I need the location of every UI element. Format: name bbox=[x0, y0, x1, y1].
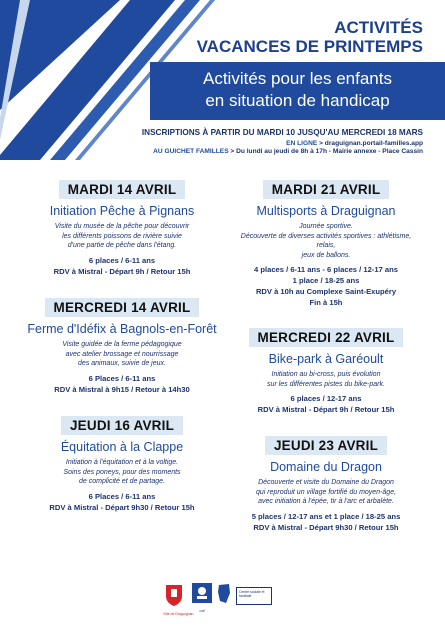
desc-line: sur les différentes pistes du bike-park. bbox=[267, 380, 385, 388]
activity-date: MERCREDI 14 AVRIL bbox=[45, 298, 200, 317]
desc-line: avec initiation à l'épée, tir à l'arc et arbalète. bbox=[258, 498, 394, 505]
info-line: RDV à 10h au Complexe Saint-Exupéry bbox=[255, 287, 397, 296]
partner-logos bbox=[0, 583, 445, 616]
online-label: EN LIGNE bbox=[286, 140, 318, 147]
activity-date: JEUDI 23 AVRIL bbox=[265, 436, 387, 455]
desc-line: Découverte et visite du Domaine du Dragon bbox=[258, 479, 394, 486]
desc-line: Visite guidée de la ferme pédagogique bbox=[62, 341, 182, 348]
activity-info bbox=[22, 373, 222, 395]
caf-caption: caf bbox=[199, 608, 205, 613]
banner bbox=[150, 62, 445, 120]
info-line: RDV à Mistral - Départ 9h30 / Retour 15h bbox=[253, 522, 399, 532]
desc-line: les différents poissons de rivière suivie bbox=[62, 232, 182, 240]
desc-line: Découverte de diverses activités sportives : athlétisme, relais, bbox=[240, 232, 412, 249]
banner-line1: Activités pour les enfants bbox=[203, 69, 392, 88]
activity-description bbox=[22, 340, 222, 369]
info-line: 6 places / 6-11 ans bbox=[88, 255, 156, 265]
activity-title: Domaine du Dragon bbox=[270, 460, 382, 474]
registration-info bbox=[142, 128, 423, 155]
activity-info bbox=[228, 511, 424, 533]
desc-line: Initiation à l'équitation et à la voltige. bbox=[65, 459, 179, 466]
activity-description bbox=[228, 478, 424, 507]
activity-description bbox=[22, 458, 222, 487]
activity-card bbox=[22, 416, 222, 513]
activity-card bbox=[228, 328, 424, 436]
city-caption: Ville de Draguignan bbox=[163, 612, 194, 616]
info-line: 6 Places / 6-11 ans bbox=[88, 373, 156, 383]
desc-line: Visite du musée de la pêche pour découvrir bbox=[54, 223, 190, 230]
activity-info bbox=[22, 491, 222, 513]
desk-line bbox=[142, 148, 423, 155]
partner-logo bbox=[236, 587, 272, 605]
info-line: 6 places / 12-17 ans bbox=[290, 394, 362, 403]
registration-period: INSCRIPTIONS À PARTIR DU MARDI 10 JUSQU'AU MERCREDI 18 MARS bbox=[141, 128, 423, 137]
activity-description bbox=[228, 222, 424, 260]
activity-date: MERCREDI 22 AVRIL bbox=[249, 328, 404, 347]
info-line: Fin à 15h bbox=[309, 298, 343, 307]
activity-card bbox=[228, 180, 424, 328]
info-line: RDV à Mistral à 9h15 / Retour à 14h30 bbox=[54, 384, 190, 394]
info-line: 6 Places / 6-11 ans bbox=[88, 491, 156, 501]
banner-line2: en situation de handicap bbox=[205, 91, 390, 110]
desc-line: Initiation au bi-cross, puis évolution bbox=[271, 371, 381, 378]
desc-line: de complicité et de partage. bbox=[79, 478, 165, 485]
map-logo bbox=[217, 583, 231, 607]
activity-card bbox=[228, 436, 424, 533]
online-line bbox=[142, 140, 423, 147]
header-title bbox=[197, 18, 423, 56]
header-line1: ACTIVITÉS bbox=[334, 18, 423, 37]
caf-logo bbox=[192, 583, 212, 613]
desc-line: d'une partie de pêche dans l'étang. bbox=[67, 242, 177, 249]
activity-date: MARDI 21 AVRIL bbox=[263, 180, 390, 199]
info-line: RDV à Mistral - Départ 9h / Retour 15h bbox=[53, 266, 191, 276]
desc-line: qui reproduit un village fortifié du moyen-âge, bbox=[255, 488, 397, 496]
desk-detail: > Du lundi au jeudi de 8h à 17h - Mairie annexe - Place Cassin bbox=[228, 148, 423, 155]
info-line: RDV à Mistral - Départ 9h / Retour 15h bbox=[257, 405, 395, 414]
activity-title: Ferme d'Idéfix à Bagnols-en-Forêt bbox=[27, 322, 217, 336]
activity-description bbox=[228, 370, 424, 389]
activity-info bbox=[22, 255, 222, 277]
partner-caption: Centre sociale et familiale bbox=[239, 590, 265, 598]
desc-line: jeux de ballons. bbox=[301, 251, 351, 259]
city-crest-icon bbox=[163, 583, 185, 607]
activity-title: Initiation Pêche à Pignans bbox=[49, 204, 195, 218]
online-detail: > draguignan.portail-familles.app bbox=[317, 140, 423, 147]
desc-line: des animaux, suivie de jeux. bbox=[78, 360, 166, 367]
desc-line: Journée sportive. bbox=[299, 223, 353, 230]
activity-date: JEUDI 16 AVRIL bbox=[61, 416, 183, 435]
info-line: 1 place / 18-25 ans bbox=[292, 276, 360, 285]
desc-line: Soins des poneys, pour des moments bbox=[63, 468, 181, 476]
activity-info bbox=[228, 264, 424, 308]
activity-card bbox=[22, 180, 222, 298]
activity-info bbox=[228, 393, 424, 415]
activity-title: Équitation à la Clappe bbox=[60, 440, 184, 454]
right-column bbox=[228, 180, 424, 533]
left-column bbox=[22, 180, 222, 513]
activity-title: Multisports à Draguignan bbox=[256, 204, 396, 218]
info-line: 5 places / 12-17 ans et 1 place / 18-25 ans bbox=[251, 511, 401, 521]
desk-label: AU GUICHET FAMILLES bbox=[153, 148, 229, 155]
header-line2: VACANCES DE PRINTEMPS bbox=[196, 37, 423, 56]
city-logo bbox=[163, 583, 194, 616]
activity-card bbox=[22, 298, 222, 416]
region-map-icon bbox=[217, 583, 231, 605]
info-line: RDV à Mistral - Départ 9h30 / Retour 15h bbox=[49, 502, 195, 512]
info-line: 4 places / 6-11 ans - 6 places / 12-17 ans bbox=[254, 265, 398, 274]
desc-line: avec atelier brossage et nourrissage bbox=[65, 350, 179, 358]
activity-description bbox=[22, 222, 222, 251]
activity-date: MARDI 14 AVRIL bbox=[59, 180, 186, 199]
activity-title: Bike-park à Garéoult bbox=[268, 352, 384, 366]
caf-icon bbox=[192, 583, 212, 603]
